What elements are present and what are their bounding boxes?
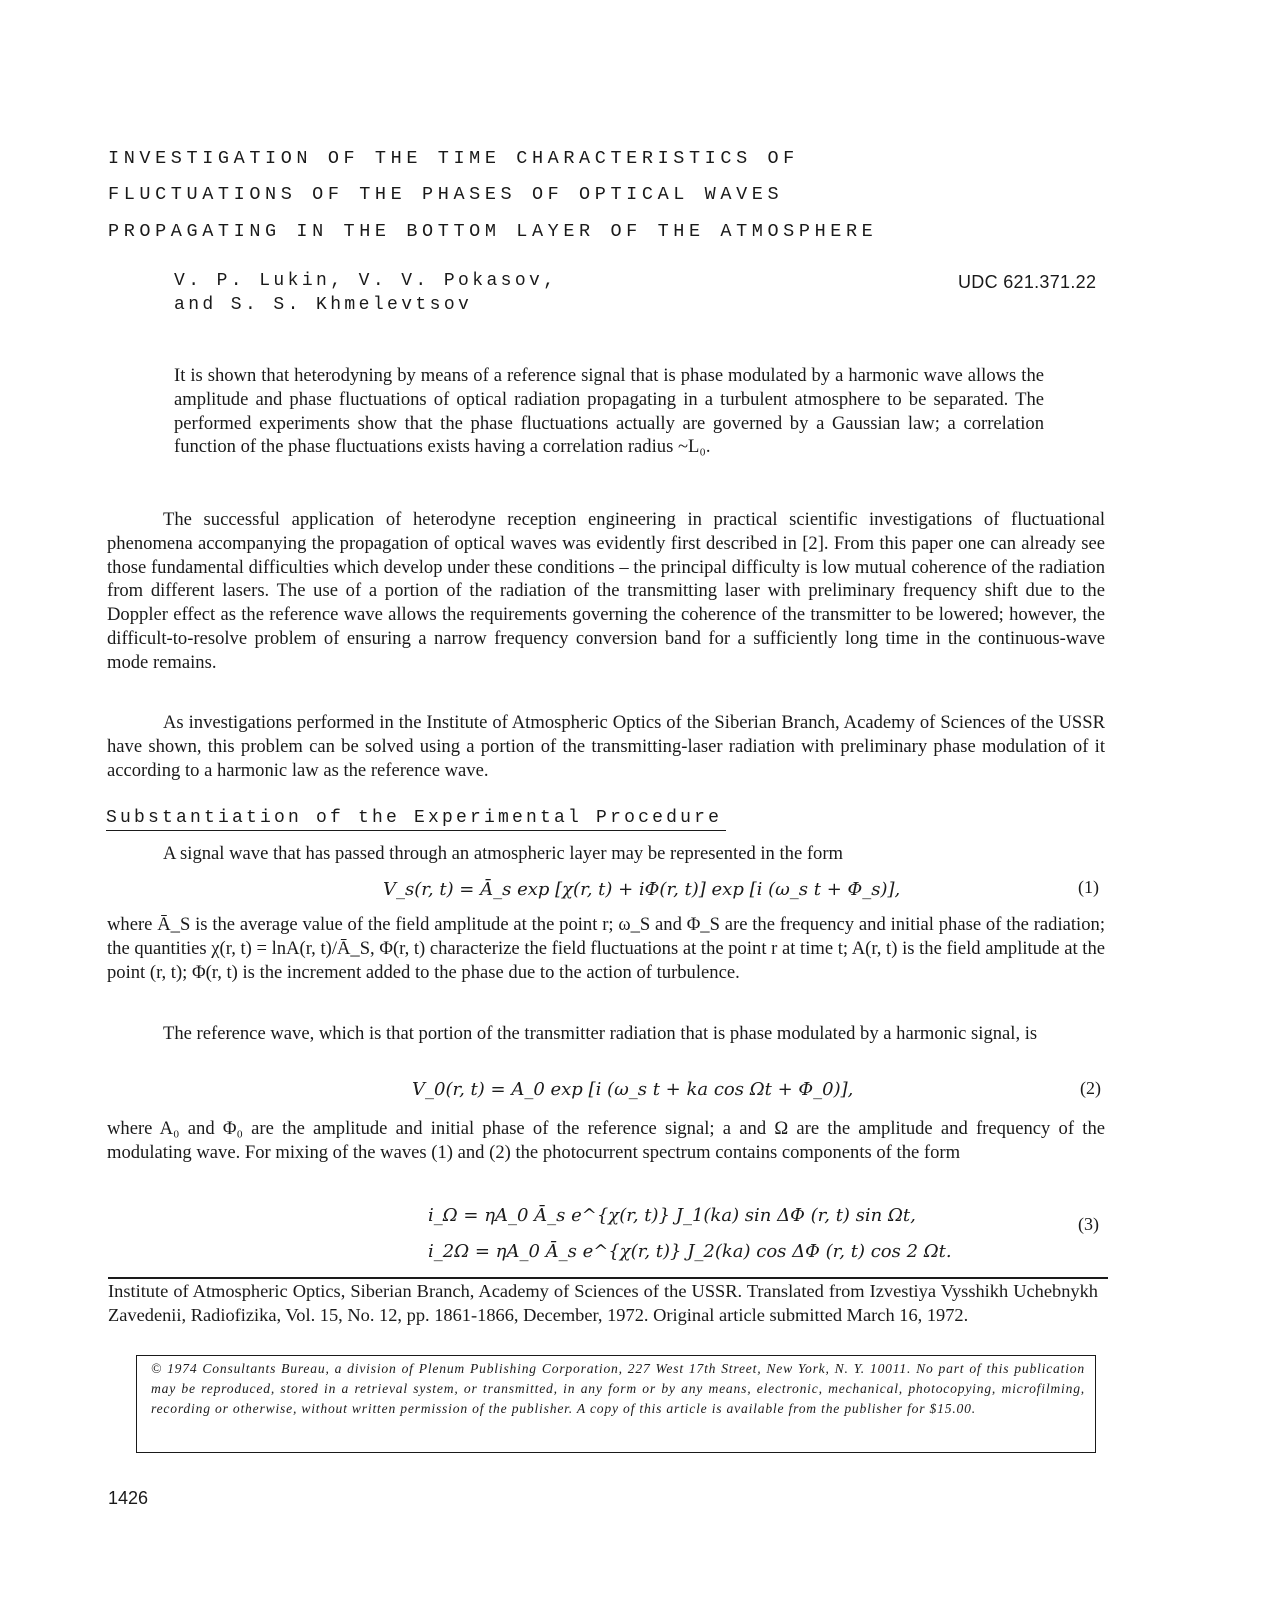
abstract: It is shown that heterodyning by means of a reference signal that is phase modulated by a harmonic wave allows the amplitude and phase fluctuations of optical radiation propagating in a turbulent atmosphere to be separated. The performed experiments show that the phase fluctuations actually are governed by a Gaussian law; a correlation function of the phase fluctuations exists having a correlation radius ~L₀. <box>174 365 1044 458</box>
title-line-1: INVESTIGATION OF THE TIME CHARACTERISTICS OF <box>108 148 799 169</box>
equation-3b: i_2Ω = ηA_0 Ā_s e^{χ(r, t)} J_2(ka) cos ΔΦ (r, t) cos 2 Ωt. <box>428 1241 952 1262</box>
copyright-notice: © 1974 Consultants Bureau, a division of Plenum Publishing Corporation, 227 West 17th Street, New York, N. Y. 10011. No part of this publication may be reproduced, stored in a retrieval system, or transmitted, in any form or by any means, electronic, mechanical, photocopying, microfilming, recording or otherwise, without written permission of the publisher. A copy of this article is available from the publisher for $15.00. <box>151 1361 1085 1416</box>
equation-3-number: (3) <box>1078 1214 1099 1234</box>
body-paragraph-5: The reference wave, which is that portion of the transmitter radiation that is phase modulated by a harmonic signal, is <box>163 1023 1038 1044</box>
title-line-2: FLUCTUATIONS OF THE PHASES OF OPTICAL WAVES <box>108 184 784 205</box>
equation-1: V_s(r, t) = Ā_s exp [χ(r, t) + iΦ(r, t)] exp [i (ω_s t + Φ_s)], <box>383 879 901 900</box>
body-paragraph-2: As investigations performed in the Institute of Atmospheric Optics of the Siberian Branch, Academy of Sciences of the USSR have shown, this problem can be solved using a portion of the transmitting-laser radiation with preliminary phase modulation of it according to a harmonic law as the reference wave. <box>107 712 1105 781</box>
copyright-box <box>136 1355 1096 1453</box>
equation-2-number: (2) <box>1080 1078 1101 1098</box>
section-heading: Substantiation of the Experimental Procedure <box>106 808 726 831</box>
udc-code: UDC 621.371.22 <box>958 272 1097 292</box>
body-paragraph-4: where Ā_S is the average value of the field amplitude at the point r; ω_S and Φ_S are the frequency and initial phase of the radiation; the quantities χ(r, t) = lnA(r, t)/Ā_S, Φ(r, t) characterize the field fluctuations at the point r at time t; A(r, t) is the field amplitude at the point (r, t); Φ(r, t) is the increment added to the phase due to the action of turbulence. <box>107 914 1105 983</box>
equation-2: V_0(r, t) = A_0 exp [i (ω_s t + ka cos Ωt + Φ_0)], <box>412 1079 854 1100</box>
body-paragraph-1: The successful application of heterodyne reception engineering in practical scientific investigations of fluctuational phenomena accompanying the propagation of optical waves was evidently first described in [2]. From this paper one can already see those fundamental difficulties which develop under these conditions – the principal difficulty is low mutual coherence of the radiation from different lasers. The use of a portion of the radiation of the transmitting laser with preliminary frequency shift due to the Doppler effect as the reference wave allows the requirements governing the coherence of the transmitter to be lowered; however, the difficult-to-resolve problem of ensuring a narrow frequency conversion band for a sufficiently long time in the continuous-wave mode remains. <box>107 509 1105 673</box>
equation-3a: i_Ω = ηA_0 Ā_s e^{χ(r, t)} J_1(ka) sin ΔΦ (r, t) sin Ωt, <box>428 1205 916 1226</box>
page-number: 1426 <box>108 1488 149 1508</box>
equation-1-number: (1) <box>1078 877 1099 897</box>
authors-line-1: V. P. Lukin, V. V. Pokasov, <box>174 271 558 291</box>
body-paragraph-6: where A₀ and Φ₀ are the amplitude and initial phase of the reference signal; a and Ω are the amplitude and frequency of the modulating wave. For mixing of the waves (1) and (2) the photocurrent spectrum contains components of the form <box>107 1118 1105 1163</box>
title-line-3: PROPAGATING IN THE BOTTOM LAYER OF THE ATMOSPHERE <box>108 221 878 242</box>
body-paragraph-3: A signal wave that has passed through an atmospheric layer may be represented in the form <box>163 843 844 864</box>
authors-line-2: and S. S. Khmelevtsov <box>174 295 473 315</box>
footnote: Institute of Atmospheric Optics, Siberian Branch, Academy of Sciences of the USSR. Translated from Izvestiya Vysshikh Uchebnykh Zavedenii, Radiofizika, Vol. 15, No. 12, pp. 1861-1866, December, 1972. Original article submitted March 16, 1972. <box>108 1281 1098 1325</box>
